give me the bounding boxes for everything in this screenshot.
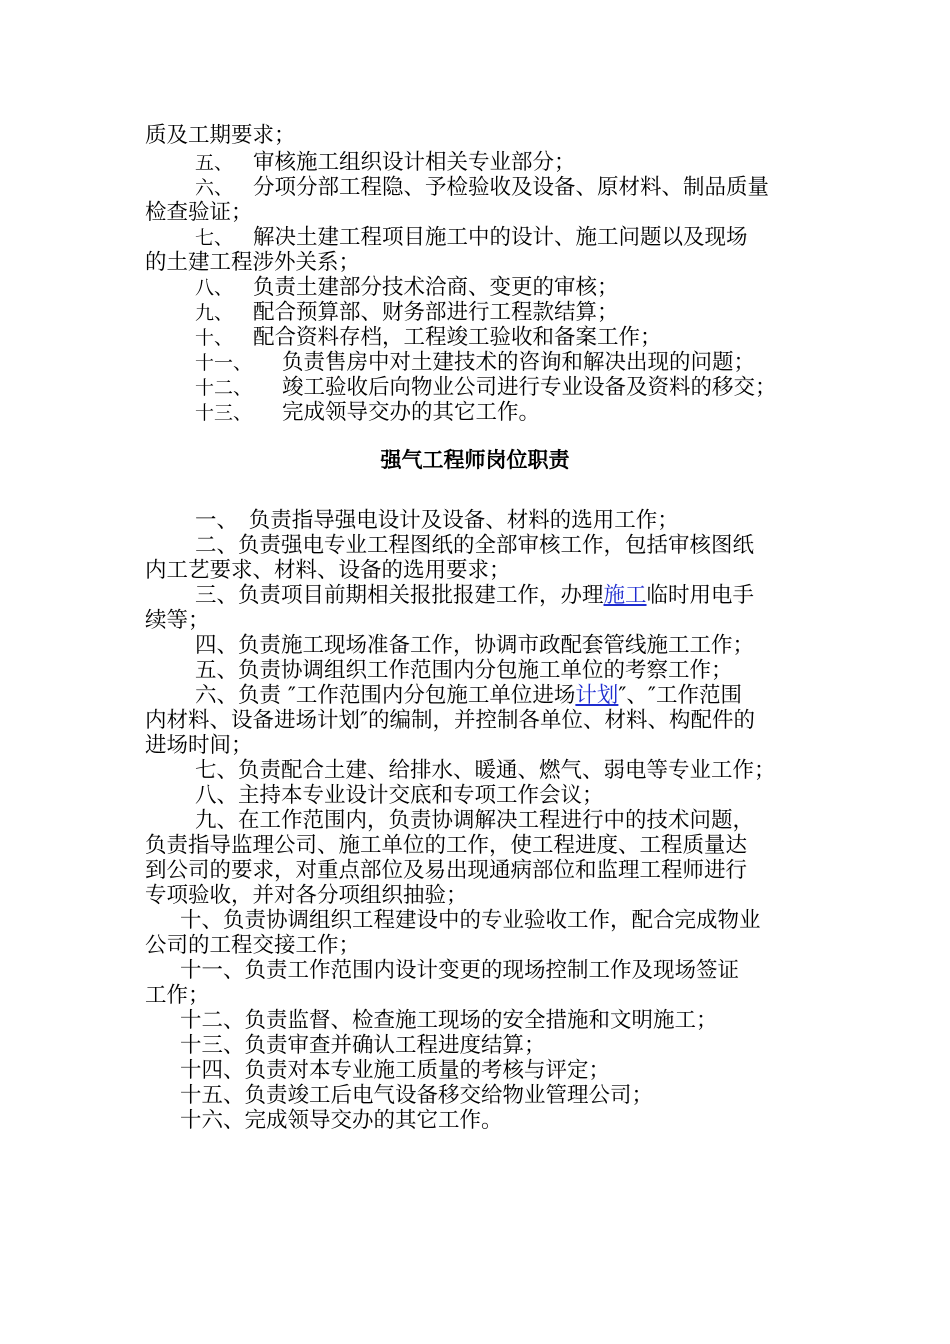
list-item: 四、负责施工现场准备工作，协调市政配套管线施工工作； [195, 633, 755, 658]
item-text: 竣工验收后向物业公司进行专业设备及资料的移交； [282, 375, 777, 400]
list-item [195, 150, 576, 176]
item-text: 配合资料存档，工程竣工验收和备案工作； [253, 325, 662, 350]
list-item-continuation: 工作； [145, 983, 210, 1008]
item-text: 负责土建部分技术洽商、变更的审核； [253, 275, 619, 300]
item-text: 三、负责项目前期相关报批报建工作，办理 [195, 583, 604, 608]
list-item: 十、负责协调组织工程建设中的专业验收工作，配合完成物业 [180, 908, 761, 933]
item-number: 十一、 [195, 352, 253, 374]
item-number: 九、 [195, 302, 234, 324]
item-text: 解决土建工程项目施工中的设计、施工问题以及现场 [253, 225, 748, 250]
item-number: 十、 [195, 327, 234, 349]
item-number: 十三、 [195, 402, 253, 424]
list-item-continuation: 质及工期要求； [145, 123, 296, 148]
list-item-continuation: 内工艺要求、材料、设备的选用要求； [145, 558, 511, 583]
list-item [195, 400, 540, 426]
list-item [195, 275, 619, 301]
list-item-continuation: 到公司的要求，对重点部位及易出现通病部位和监理工程师进行 [145, 858, 748, 883]
construction-link[interactable]: 施工 [603, 583, 647, 608]
item-text: 负责售房中对土建技术的咨询和解决出现的问题； [282, 350, 756, 375]
item-text: 配合预算部、财务部进行工程款结算； [253, 300, 619, 325]
section-title: 强气工程师岗位职责 [380, 448, 570, 472]
list-item: 二、负责强电专业工程图纸的全部审核工作，包括审核图纸 [195, 533, 755, 558]
list-item: 十三、负责审查并确认工程进度结算； [180, 1033, 546, 1058]
item-text: ″、″工作范围 [618, 683, 742, 708]
list-item-continuation: 进场时间； [145, 733, 253, 758]
item-text: 分项分部工程隐、予检验收及设备、原材料、制品质量 [253, 175, 770, 200]
list-item [195, 175, 769, 201]
list-item: 十五、负责竣工后电气设备移交给物业管理公司； [180, 1083, 654, 1108]
list-item-continuation: 内材料、设备进场计划″的编制，并控制各单位、材料、构配件的 [145, 708, 756, 733]
list-item: 十一、负责工作范围内设计变更的现场控制工作及现场签证 [180, 958, 740, 983]
list-item [195, 583, 754, 609]
list-item: 七、负责配合土建、给排水、暖通、燃气、弱电等专业工作； [195, 758, 776, 783]
item-text: 临时用电手 [646, 583, 755, 608]
list-item [195, 683, 742, 709]
list-item: 八、主持本专业设计交底和专项工作会议； [195, 783, 604, 808]
list-item: 十二、负责监督、检查施工现场的安全措施和文明施工； [180, 1008, 718, 1033]
list-item: 一、 负责指导强电设计及设备、材料的选用工作； [195, 508, 679, 533]
list-item: 十四、负责对本专业施工质量的考核与评定； [180, 1058, 611, 1083]
list-item-continuation: 专项验收，并对各分项组织抽验； [145, 883, 468, 908]
list-item-continuation: 的土建工程涉外关系； [145, 250, 361, 275]
list-item-continuation: 公司的工程交接工作； [145, 933, 361, 958]
list-item [195, 350, 755, 376]
item-number: 七、 [195, 227, 234, 249]
item-text: 六、负责 ″工作范围内分包施工单位进场 [195, 683, 576, 708]
list-item-continuation: 续等； [145, 608, 210, 633]
plan-link[interactable]: 计划 [575, 683, 619, 708]
item-number: 八、 [195, 277, 234, 299]
list-item [195, 325, 662, 351]
list-item: 九、在工作范围内，负责协调解决工程进行中的技术问题， [195, 808, 755, 833]
item-text: 审核施工组织设计相关专业部分； [253, 150, 576, 175]
item-number: 十二、 [195, 377, 253, 399]
list-item-continuation: 检查验证； [145, 200, 253, 225]
item-number: 五、 [195, 152, 234, 174]
list-item-continuation: 负责指导监理公司、施工单位的工作，使工程进度、工程质量达 [145, 833, 748, 858]
item-text: 完成领导交办的其它工作。 [282, 400, 541, 425]
list-item [195, 225, 748, 251]
list-item [195, 300, 619, 326]
list-item [195, 375, 777, 401]
list-item: 五、负责协调组织工作范围内分包施工单位的考察工作； [195, 658, 733, 683]
list-item: 十六、完成领导交办的其它工作。 [180, 1108, 503, 1133]
item-number: 六、 [195, 177, 234, 199]
